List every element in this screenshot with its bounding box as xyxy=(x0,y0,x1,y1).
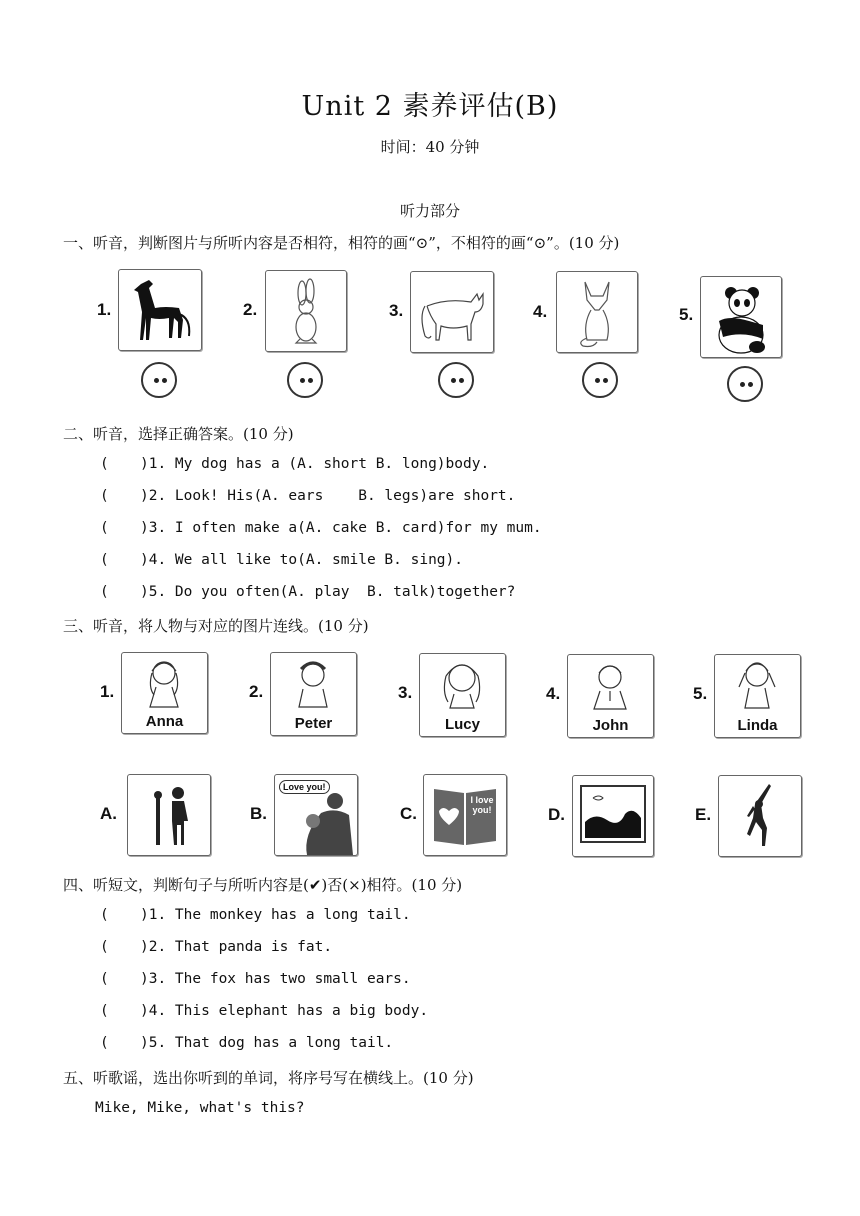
smiley-face-icon-3[interactable] xyxy=(438,362,474,398)
singer-picture xyxy=(127,774,211,856)
page-title: Unit 2 素养评估(B) xyxy=(301,91,559,122)
q3-picture-letter-d: D. xyxy=(548,805,565,824)
fox-picture xyxy=(556,271,638,353)
boy-icon xyxy=(271,653,356,713)
q4-item-2: ( )2. That panda is fat. xyxy=(100,939,333,955)
q1-num-1: 1. xyxy=(97,300,112,319)
mother-hug-picture xyxy=(274,774,358,856)
q3-picture-letter-c: C. xyxy=(400,804,417,823)
exam-time: 时间：40 分钟 xyxy=(380,138,480,156)
person-card-john xyxy=(567,654,654,738)
q4-item-4: ( )4. This elephant has a big body. xyxy=(100,1003,429,1019)
dancer-icon xyxy=(719,776,801,856)
panda-picture xyxy=(700,276,782,358)
greeting-card-icon xyxy=(424,775,506,855)
q3-picture-letter-e: E. xyxy=(695,805,712,824)
q4-item-5: ( )5. That dog has a long tail. xyxy=(100,1035,394,1051)
q3-person-num-5: 5. xyxy=(693,684,708,703)
q4-instruction: 四、听短文，判断句子与所听内容是(✔)否(×)相符。(10 分) xyxy=(63,876,463,894)
love-you-bubble: Love you! xyxy=(279,780,330,794)
person-name-linda: Linda xyxy=(737,717,778,734)
q5-instruction: 五、听歌谣，选出你听到的单词，将序号写在横线上。(10 分) xyxy=(63,1069,474,1087)
q2-item-4: ( )4. We all like to(A. smile B. sing). xyxy=(100,552,464,568)
q3-person-num-1: 1. xyxy=(100,682,115,701)
q3-picture-letter-a: A. xyxy=(100,804,117,823)
rabbit-picture xyxy=(265,270,347,352)
person-name-john: John xyxy=(592,717,629,734)
q2-item-3: ( )3. I often make a(A. cake B. card)for my mum. xyxy=(100,520,542,536)
q4-item-3: ( )3. The fox has two small ears. xyxy=(100,971,411,987)
q1-num-3: 3. xyxy=(389,301,404,320)
cat-icon xyxy=(411,272,493,352)
smiley-face-icon-2[interactable] xyxy=(287,362,323,398)
q2-item-1: ( )1. My dog has a (A. short B. long)body. xyxy=(100,456,490,472)
cat-picture xyxy=(410,271,494,353)
fox-icon xyxy=(557,272,637,352)
q3-picture-letter-b: B. xyxy=(250,804,267,823)
girl-icon xyxy=(420,654,505,714)
person-name-anna: Anna xyxy=(145,713,184,730)
girl-icon xyxy=(715,655,800,715)
listening-section-heading: 听力部分 xyxy=(399,202,460,220)
q2-item-5: ( )5. Do you often(A. play B. talk)together? xyxy=(100,584,516,600)
dog-picture xyxy=(118,269,202,351)
smiley-face-icon-5[interactable] xyxy=(727,366,763,402)
rabbit-icon xyxy=(266,271,346,351)
person-card-anna xyxy=(121,652,208,734)
panda-icon xyxy=(701,277,781,357)
dancer-picture xyxy=(718,775,802,857)
card-picture xyxy=(423,774,507,856)
q1-instruction: 一、听音，判断图片与所听内容是否相符，相符的画“⊙”，不相符的画“⊙”。(10 分) xyxy=(63,234,620,252)
person-card-linda xyxy=(714,654,801,738)
card-text: I love you! xyxy=(470,795,494,815)
q3-person-num-4: 4. xyxy=(546,684,561,703)
q3-person-num-3: 3. xyxy=(398,683,413,702)
smiley-face-icon-1[interactable] xyxy=(141,362,177,398)
q4-item-1: ( )1. The monkey has a long tail. xyxy=(100,907,411,923)
smiley-face-icon-4[interactable] xyxy=(582,362,618,398)
q1-num-2: 2. xyxy=(243,300,258,319)
q2-instruction: 二、听音，选择正确答案。(10 分) xyxy=(63,425,294,443)
chant-line-1: Mike, Mike, what's this? xyxy=(95,1100,305,1116)
q1-num-4: 4. xyxy=(533,302,548,321)
singer-icon xyxy=(128,775,210,855)
painting-picture xyxy=(572,775,654,857)
boy-icon xyxy=(568,655,653,715)
person-card-peter xyxy=(270,652,357,736)
q3-instruction: 三、听音，将人物与对应的图片连线。(10 分) xyxy=(63,617,369,635)
girl-icon xyxy=(122,653,207,713)
q3-person-num-2: 2. xyxy=(249,682,264,701)
landscape-painting-icon xyxy=(573,776,653,856)
q1-num-5: 5. xyxy=(679,305,694,324)
q2-item-2: ( )2. Look! His(A. ears B. legs)are short. xyxy=(100,488,516,504)
person-name-lucy: Lucy xyxy=(444,716,480,733)
dog-icon xyxy=(119,270,201,350)
person-card-lucy xyxy=(419,653,506,737)
person-name-peter: Peter xyxy=(294,715,333,732)
